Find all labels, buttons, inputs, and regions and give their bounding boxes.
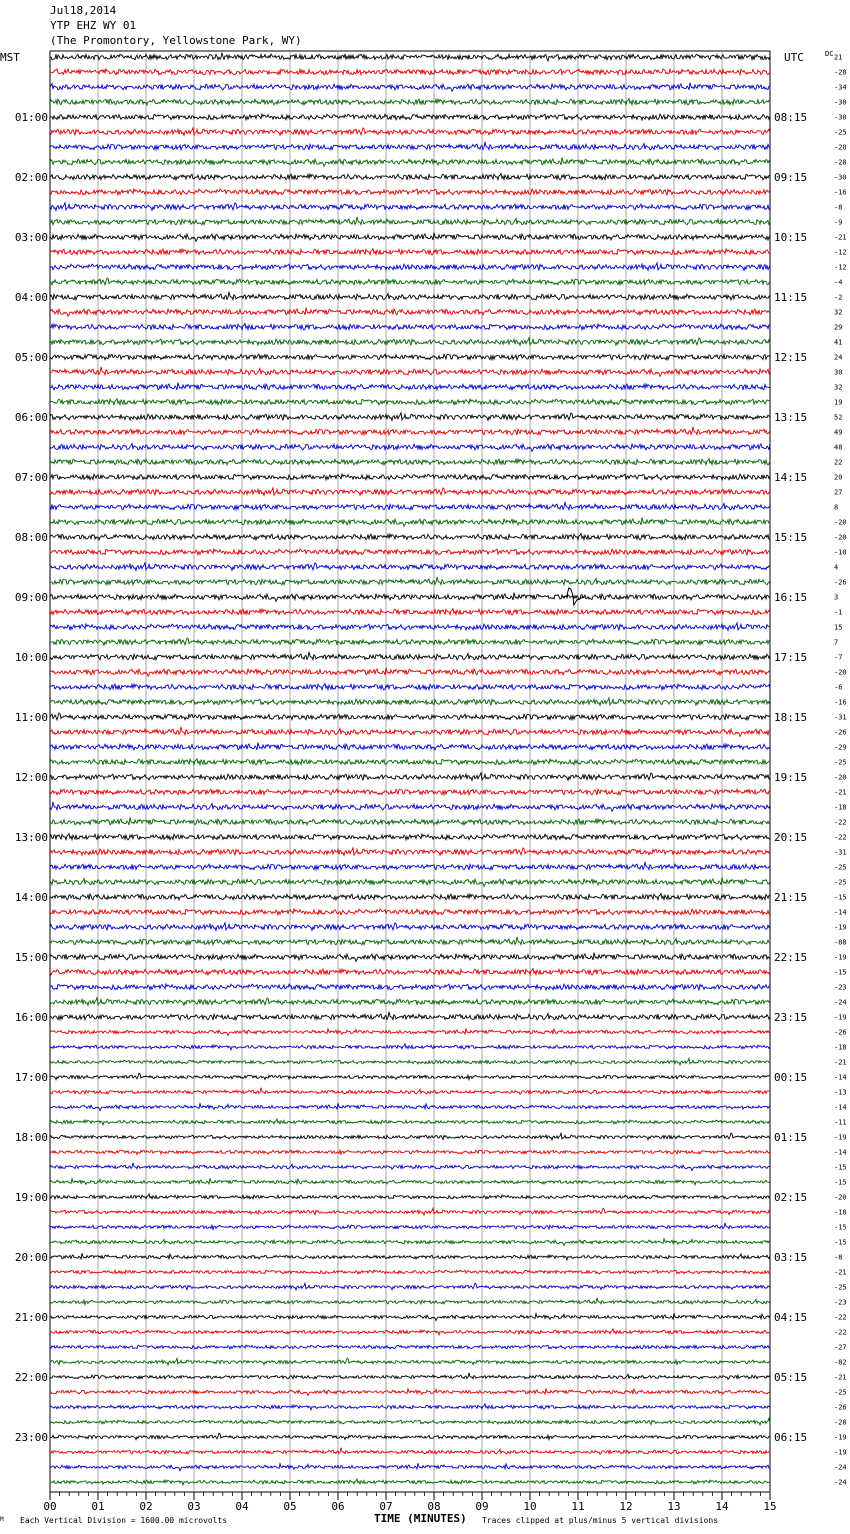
trace-row-32 <box>50 534 770 540</box>
dc-offset-label: -26 <box>834 578 847 587</box>
utc-hour-label: 05:15 <box>774 1371 808 1384</box>
utc-hour-label: 06:15 <box>774 1431 808 1444</box>
mst-hour-label: 18:00 <box>14 1131 48 1144</box>
trace-row-9 <box>50 189 770 195</box>
dc-offset-label: -22 <box>834 833 847 842</box>
dc-offset-label: -31 <box>834 848 847 857</box>
mst-hour-label: 04:00 <box>14 291 48 304</box>
dc-offset-label: -20 <box>834 1193 847 1202</box>
scale-note: Each Vertical Division = 1600.00 microvolts <box>20 1516 228 1525</box>
dc-offset-label: -21 <box>834 788 847 797</box>
trace-row-66 <box>50 1044 770 1050</box>
trace-row-8 <box>50 174 770 180</box>
trace-row-21 <box>50 367 770 377</box>
mst-hour-label: 09:00 <box>14 591 48 604</box>
dc-offset-label: 32 <box>834 383 843 392</box>
trace-row-42 <box>50 684 770 690</box>
location-label: (The Promontory, Yellowstone Park, WY) <box>50 34 302 47</box>
trace-row-10 <box>50 203 770 211</box>
dc-offset-label: -6 <box>834 683 843 692</box>
mst-hour-label: 14:00 <box>14 891 48 904</box>
utc-hour-label: 11:15 <box>774 291 808 304</box>
trace-row-46 <box>50 743 770 750</box>
dc-offset-label: -31 <box>834 713 847 722</box>
dc-offset-label: -14 <box>834 1148 847 1157</box>
trace-row-40 <box>50 652 770 660</box>
dc-offset-label: -20 <box>834 773 847 782</box>
dc-offset-label: -19 <box>834 1013 847 1022</box>
utc-hour-label: 10:15 <box>774 231 808 244</box>
dc-offset-label: -82 <box>834 1358 847 1367</box>
dc-offset-label: -12 <box>834 263 847 272</box>
dc-offset-label: -22 <box>834 1328 847 1337</box>
mst-hour-label: 02:00 <box>14 171 48 184</box>
dc-offset-label: 22 <box>834 458 843 467</box>
trace-row-82 <box>50 1283 770 1290</box>
trace-row-34 <box>50 563 770 571</box>
utc-hour-label: 01:15 <box>774 1131 808 1144</box>
dc-offset-label: -19 <box>834 953 847 962</box>
mst-hour-label: 03:00 <box>14 231 48 244</box>
dc-offset-label: -21 <box>834 1373 847 1382</box>
trace-row-28 <box>50 474 770 480</box>
clip-note: Traces clipped at plus/minus 5 vertical divisions <box>482 1516 719 1525</box>
x-tick-label: 01 <box>91 1500 105 1513</box>
dc-offset-label: -11 <box>834 1118 847 1127</box>
dc-offset-label: -30 <box>834 98 847 107</box>
mst-hour-label: 21:00 <box>14 1311 48 1324</box>
trace-row-90 <box>50 1404 770 1410</box>
trace-row-18 <box>50 324 770 330</box>
station-label: YTP EHZ WY 01 <box>50 19 137 32</box>
mst-hour-label: 06:00 <box>14 411 48 424</box>
dc-offset-label: 41 <box>834 338 843 347</box>
x-tick-label: 02 <box>139 1500 153 1513</box>
trace-row-5 <box>50 128 770 135</box>
dc-offset-label: 7 <box>834 638 839 647</box>
trace-row-12 <box>50 233 770 242</box>
dc-offset-label: -15 <box>834 1238 847 1247</box>
dc-offset-label: -9 <box>834 218 843 227</box>
utc-hour-label: 23:15 <box>774 1011 808 1024</box>
dc-offset-label: -30 <box>834 173 847 182</box>
utc-hour-label: 21:15 <box>774 891 808 904</box>
utc-hour-label: 03:15 <box>774 1251 808 1264</box>
dc-offset-label: -25 <box>834 128 847 137</box>
x-tick-label: 08 <box>427 1500 441 1513</box>
dc-offset-label: -25 <box>834 1388 847 1397</box>
dc-offset-label: -10 <box>834 548 847 557</box>
dc-offset-label: -2 <box>834 293 843 302</box>
trace-row-26 <box>50 443 770 452</box>
utc-hour-label: 22:15 <box>774 951 808 964</box>
trace-row-33 <box>50 549 770 555</box>
x-tick-label: 14 <box>715 1500 729 1513</box>
dc-offset-label: -20 <box>834 518 847 527</box>
dc-offset-label: -18 <box>834 1043 847 1052</box>
x-tick-label: 07 <box>379 1500 393 1513</box>
dc-offset-label: -24 <box>834 1463 847 1472</box>
dc-offset-label: -23 <box>834 1298 847 1307</box>
utc-hour-label: 02:15 <box>774 1191 808 1204</box>
dc-offset-label: -19 <box>834 1133 847 1142</box>
trace-row-91 <box>50 1418 770 1425</box>
trace-row-37 <box>50 609 770 615</box>
trace-row-31 <box>50 518 770 527</box>
trace-row-69 <box>50 1088 770 1095</box>
dc-offset-label: 27 <box>834 488 843 497</box>
mst-hour-label: 20:00 <box>14 1251 48 1264</box>
trace-row-7 <box>50 158 770 167</box>
dc-offset-label: -29 <box>834 743 847 752</box>
dc-offset-label: -21 <box>834 1058 847 1067</box>
trace-row-73 <box>50 1150 770 1154</box>
x-tick-label: 09 <box>475 1500 489 1513</box>
mst-hour-label: 01:00 <box>14 111 48 124</box>
x-tick-label: 00 <box>43 1500 57 1513</box>
x-tick-label: 04 <box>235 1500 249 1513</box>
mst-hour-label: 08:00 <box>14 531 48 544</box>
dc-offset-label: -4 <box>834 278 843 287</box>
mst-hour-label: 15:00 <box>14 951 48 964</box>
dc-offset-label: 49 <box>834 428 843 437</box>
dc-offset-label: -28 <box>834 158 847 167</box>
dc-offset-label: -21 <box>834 233 847 242</box>
dc-offset-label: -15 <box>834 1178 847 1187</box>
dc-offset-label: -19 <box>834 923 847 932</box>
trace-row-50 <box>50 802 770 812</box>
dc-offset-label: -25 <box>834 758 847 767</box>
utc-hour-label: 20:15 <box>774 831 808 844</box>
trace-row-58 <box>50 923 770 931</box>
mst-axis-label: MST <box>0 51 20 64</box>
trace-row-14 <box>50 263 770 271</box>
x-tick-label: 03 <box>187 1500 201 1513</box>
dc-offset-label: 20 <box>834 473 843 482</box>
trace-row-87 <box>50 1358 770 1365</box>
mst-hour-label: 10:00 <box>14 651 48 664</box>
utc-hour-label: 15:15 <box>774 531 808 544</box>
trace-row-95 <box>50 1479 770 1485</box>
utc-hour-label: 19:15 <box>774 771 808 784</box>
trace-row-11 <box>50 217 770 225</box>
date-label: Jul18,2014 <box>50 4 117 17</box>
x-tick-label: 10 <box>523 1500 537 1513</box>
trace-row-27 <box>50 459 770 465</box>
dc-offset-label: 21 <box>834 53 843 62</box>
mst-hour-label: 05:00 <box>14 351 48 364</box>
dc-offset-label: -24 <box>834 1478 847 1487</box>
mst-hour-label: 17:00 <box>14 1071 48 1084</box>
trace-row-65 <box>50 1028 770 1035</box>
trace-row-60 <box>50 953 770 962</box>
dc-header-label: DC <box>825 50 834 58</box>
trace-row-22 <box>50 383 770 390</box>
dc-offset-label: -26 <box>834 728 847 737</box>
dc-offset-label: -15 <box>834 1223 847 1232</box>
dc-offset-label: -8 <box>834 203 843 212</box>
dc-offset-label: -12 <box>834 248 847 257</box>
x-tick-label: 12 <box>619 1500 633 1513</box>
dc-offset-label: 4 <box>834 563 839 572</box>
utc-hour-label: 17:15 <box>774 651 808 664</box>
trace-row-79 <box>50 1239 770 1246</box>
trace-row-70 <box>50 1103 770 1110</box>
mst-hour-label: 23:00 <box>14 1431 48 1444</box>
utc-hour-label: 18:15 <box>774 711 808 724</box>
trace-row-24 <box>50 413 770 421</box>
dc-offset-label: -26 <box>834 1403 847 1412</box>
dc-offset-label: 30 <box>834 368 843 377</box>
trace-row-53 <box>50 848 770 856</box>
dc-offset-label: 8 <box>834 503 839 512</box>
trace-row-3 <box>50 99 770 105</box>
trace-row-36 <box>50 593 770 602</box>
dc-offset-label: -1 <box>834 608 843 617</box>
dc-offset-label: 24 <box>834 353 843 362</box>
dc-offset-label: -20 <box>834 143 847 152</box>
trace-row-88 <box>50 1373 770 1380</box>
dc-offset-label: -16 <box>834 188 847 197</box>
dc-offset-label: -22 <box>834 1313 847 1322</box>
trace-row-77 <box>50 1208 770 1215</box>
trace-row-13 <box>50 249 770 255</box>
trace-row-44 <box>50 713 770 720</box>
trace-row-29 <box>50 488 770 496</box>
trace-row-49 <box>50 789 770 795</box>
trace-row-38 <box>50 623 770 631</box>
dc-offset-label: -25 <box>834 863 847 872</box>
corner-mark: M <box>0 1516 4 1523</box>
trace-row-93 <box>50 1448 770 1455</box>
trace-row-0 <box>50 53 770 61</box>
dc-offset-label: -30 <box>834 113 847 122</box>
dc-offset-label: -14 <box>834 1103 847 1112</box>
x-tick-label: 11 <box>571 1500 585 1513</box>
utc-hour-label: 08:15 <box>774 111 808 124</box>
dc-offset-label: 3 <box>834 593 839 602</box>
trace-row-62 <box>50 984 770 990</box>
trace-row-25 <box>50 427 770 435</box>
x-axis-title: TIME (MINUTES) <box>374 1512 467 1525</box>
utc-hour-label: 16:15 <box>774 591 808 604</box>
trace-row-56 <box>50 894 770 900</box>
mst-hour-label: 13:00 <box>14 831 48 844</box>
mst-hour-label: 16:00 <box>14 1011 48 1024</box>
utc-axis-label: UTC <box>784 51 804 64</box>
dc-offset-label: 52 <box>834 413 843 422</box>
trace-row-45 <box>50 727 770 737</box>
trace-row-76 <box>50 1194 770 1199</box>
dc-offset-label: -19 <box>834 1448 847 1457</box>
trace-row-23 <box>50 399 770 405</box>
dc-offset-label: -20 <box>834 668 847 677</box>
trace-row-54 <box>50 862 770 870</box>
dc-offset-label: -16 <box>834 698 847 707</box>
trace-row-4 <box>50 114 770 120</box>
trace-row-48 <box>50 773 770 781</box>
trace-row-16 <box>50 292 770 300</box>
trace-row-19 <box>50 338 770 346</box>
dc-offset-label: -25 <box>834 1283 847 1292</box>
trace-row-61 <box>50 969 770 975</box>
trace-row-74 <box>50 1163 770 1171</box>
trace-row-51 <box>50 818 770 825</box>
x-tick-label: 05 <box>283 1500 297 1513</box>
trace-row-92 <box>50 1433 770 1440</box>
dc-offset-label: -14 <box>834 1073 847 1082</box>
trace-row-68 <box>50 1073 770 1080</box>
dc-offset-label: -15 <box>834 893 847 902</box>
dc-offset-label: -23 <box>834 983 847 992</box>
trace-row-43 <box>50 698 770 706</box>
trace-row-41 <box>50 668 770 677</box>
dc-offset-label: -24 <box>834 998 847 1007</box>
trace-row-64 <box>50 1012 770 1020</box>
mst-hour-label: 07:00 <box>14 471 48 484</box>
utc-hour-label: 00:15 <box>774 1071 808 1084</box>
trace-row-59 <box>50 937 770 945</box>
mst-hour-label: 19:00 <box>14 1191 48 1204</box>
x-tick-label: 06 <box>331 1500 345 1513</box>
dc-offset-label: -7 <box>834 653 843 662</box>
x-tick-label: 13 <box>667 1500 681 1513</box>
trace-row-78 <box>50 1223 770 1230</box>
trace-row-71 <box>50 1119 770 1125</box>
dc-offset-label: -18 <box>834 803 847 812</box>
trace-row-39 <box>50 638 770 645</box>
trace-row-75 <box>50 1178 770 1185</box>
dc-offset-label: -15 <box>834 1163 847 1172</box>
dc-offset-label: -25 <box>834 878 847 887</box>
dc-offset-label: 48 <box>834 443 843 452</box>
dc-offset-label: -19 <box>834 1433 847 1442</box>
trace-row-85 <box>50 1329 770 1335</box>
dc-offset-label: 15 <box>834 623 843 632</box>
trace-row-80 <box>50 1253 770 1260</box>
trace-row-15 <box>50 278 770 285</box>
dc-offset-label: 19 <box>834 398 843 407</box>
dc-offset-label: -13 <box>834 1088 847 1097</box>
trace-row-47 <box>50 759 770 765</box>
trace-row-72 <box>50 1133 770 1140</box>
dc-offset-label: -34 <box>834 83 847 92</box>
trace-row-57 <box>50 909 770 915</box>
dc-offset-label: -18 <box>834 1208 847 1217</box>
trace-row-30 <box>50 502 770 510</box>
dc-offset-label: -20 <box>834 533 847 542</box>
trace-row-6 <box>50 142 770 150</box>
trace-row-17 <box>50 308 770 317</box>
trace-row-63 <box>50 998 770 1006</box>
trace-row-52 <box>50 834 770 840</box>
utc-hour-label: 09:15 <box>774 171 808 184</box>
dc-offset-label: -22 <box>834 818 847 827</box>
utc-hour-label: 12:15 <box>774 351 808 364</box>
dc-offset-label: -8 <box>834 1253 843 1262</box>
trace-row-55 <box>50 878 770 887</box>
trace-row-84 <box>50 1313 770 1320</box>
trace-row-81 <box>50 1270 770 1274</box>
x-tick-label: 15 <box>763 1500 777 1513</box>
dc-offset-label: 29 <box>834 323 843 332</box>
dc-offset-label: -28 <box>834 68 847 77</box>
trace-row-89 <box>50 1388 770 1395</box>
dc-offset-label: -27 <box>834 1343 847 1352</box>
mst-hour-label: 11:00 <box>14 711 48 724</box>
dc-offset-label: -21 <box>834 1268 847 1277</box>
trace-row-2 <box>50 83 770 92</box>
trace-row-86 <box>50 1345 770 1349</box>
dc-offset-label: -15 <box>834 968 847 977</box>
mst-hour-label: 22:00 <box>14 1371 48 1384</box>
dc-offset-label: -14 <box>834 908 847 917</box>
dc-offset-label: -88 <box>834 938 847 947</box>
trace-row-1 <box>50 69 770 75</box>
trace-row-83 <box>50 1298 770 1305</box>
utc-hour-label: 04:15 <box>774 1311 808 1324</box>
mst-hour-label: 12:00 <box>14 771 48 784</box>
utc-hour-label: 14:15 <box>774 471 808 484</box>
dc-offset-label: 32 <box>834 308 843 317</box>
dc-offset-label: -26 <box>834 1028 847 1037</box>
trace-row-20 <box>50 354 770 360</box>
trace-row-35 <box>50 577 770 585</box>
trace-row-94 <box>50 1463 770 1470</box>
trace-row-67 <box>50 1058 770 1065</box>
utc-hour-label: 13:15 <box>774 411 808 424</box>
dc-offset-label: -28 <box>834 1418 847 1427</box>
